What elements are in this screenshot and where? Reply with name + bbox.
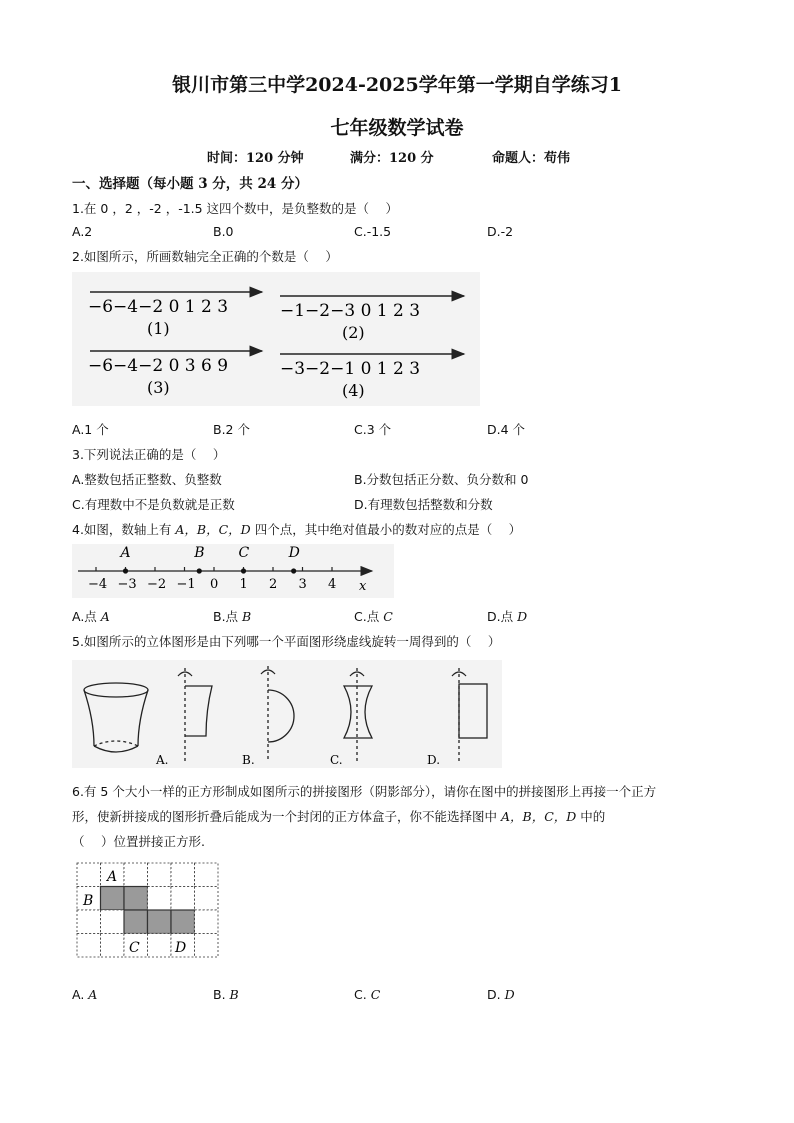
q6-option-d: D. D <box>487 987 515 1002</box>
q6-line1: 6.有 5 个大小一样的正方形制成如图所示的拼接图形（阴影部分），请你在图中的拼接图形上再接一个正方 <box>72 784 657 799</box>
q1-option-b: B.0 <box>213 224 234 239</box>
exam-score: 满分：120 分 <box>350 151 434 166</box>
axis-4-labels: −3−2−1 0 1 2 3 <box>280 359 421 379</box>
grid-cell-shaded <box>101 887 125 911</box>
q5-shapes <box>72 660 502 768</box>
q4-option-c: C.点 C <box>354 609 393 624</box>
axis-2-labels: −1−2−3 0 1 2 3 <box>280 301 421 321</box>
q2-stem: 2.如图所示，所画数轴完全正确的个数是（ ） <box>72 249 338 264</box>
q5-label-a: A. <box>156 753 169 767</box>
exam-title: 银川市第三中学2024-2025学年第一学期自学练习1 <box>172 74 622 96</box>
q2-option-a: A.1 个 <box>72 422 109 437</box>
q6-grid-label-b: B <box>83 893 94 909</box>
q3-option-d: D.有理数包括整数和分数 <box>354 497 493 512</box>
q4-point-label-a: A <box>120 545 131 561</box>
exam-author: 命题人：苟伟 <box>492 151 571 166</box>
grid-cell <box>124 863 148 887</box>
q4-tick-label: 0 <box>210 577 219 592</box>
q6-option-b: B. B <box>213 987 239 1002</box>
q4-points: A，B，C，D <box>175 522 251 537</box>
solid-cup <box>84 683 148 752</box>
q4-stem-pre: 4.如图，数轴上有 <box>72 522 176 537</box>
q5-label-b: B. <box>242 753 255 767</box>
grid-cell <box>77 934 101 958</box>
q4-tick-label: −3 <box>117 577 137 592</box>
q4-option-d: D.点 D <box>487 609 528 624</box>
axis-3-labels: −6−4−2 0 3 6 9 <box>88 356 229 376</box>
q4-point-label-d: D <box>288 545 300 561</box>
q4-point-label-c: C <box>238 545 250 561</box>
q6-grid-label-d: D <box>175 940 187 956</box>
q1-option-a: A.2 <box>72 224 93 239</box>
exam-time: 时间：120 分钟 <box>207 151 304 166</box>
q4-tick-label: 3 <box>298 577 307 592</box>
q4-axis-var: x <box>359 579 367 594</box>
option-a-shape <box>178 668 212 762</box>
q4-point-d <box>291 568 296 573</box>
grid-cell-shaded <box>171 910 195 934</box>
axis-1-caption: (1) <box>147 319 170 338</box>
q6-figure <box>76 862 222 964</box>
grid-cell <box>101 910 125 934</box>
grid-cell <box>171 887 195 911</box>
grid-cell <box>195 910 219 934</box>
q6-option-c: C. C <box>354 987 381 1002</box>
q5-label-d: D. <box>427 753 441 767</box>
q5-stem: 5.如图所示的立体图形是由下列哪一个平面图形绕虚线旋转一周得到的（ ） <box>72 634 501 649</box>
q6-line3: （ ）位置拼接正方形. <box>72 834 205 849</box>
option-b-shape <box>261 666 294 762</box>
q2-number-lines <box>72 272 480 406</box>
axis-4 <box>280 354 464 400</box>
grid-cell-shaded <box>124 910 148 934</box>
axis-4-caption: (4) <box>342 381 365 400</box>
q4-option-a: A.点 A <box>72 609 110 624</box>
q3-stem: 3.下列说法正确的是（ ） <box>72 447 226 462</box>
grid-cell <box>195 863 219 887</box>
grid-cell <box>101 934 125 958</box>
q6-grid-label-c: C <box>129 940 140 956</box>
q2-option-c: C.3 个 <box>354 422 392 437</box>
q1-option-d: D.-2 <box>487 224 514 239</box>
grid-cell <box>195 887 219 911</box>
axis-2-caption: (2) <box>342 323 365 342</box>
q4-tick-label: −4 <box>88 577 108 592</box>
q4-tick-label: −2 <box>147 577 167 592</box>
q5-label-c: C. <box>330 753 343 767</box>
section-heading: 一、选择题（每小题 3 分，共 24 分） <box>72 176 308 192</box>
q2-option-d: D.4 个 <box>487 422 526 437</box>
q3-option-c: C.有理数中不是负数就是正数 <box>72 497 235 512</box>
grid-cell-shaded <box>124 887 148 911</box>
q6-option-a: A. A <box>72 987 98 1002</box>
grid-cell <box>195 934 219 958</box>
q5-figure <box>72 660 502 768</box>
q4-point-c <box>241 568 246 573</box>
grid-cell <box>171 863 195 887</box>
grid-cell <box>77 910 101 934</box>
grid-cell <box>148 863 172 887</box>
q4-number-line <box>72 544 394 598</box>
q4-tick-label: −1 <box>176 577 196 592</box>
axis-3-caption: (3) <box>147 378 170 397</box>
q4-figure <box>72 544 394 598</box>
q3-option-a: A.整数包括正整数、负整数 <box>72 472 222 487</box>
q6-grid-label-a: A <box>107 869 118 885</box>
q3-option-b: B.分数包括正分数、负分数和 0 <box>354 472 529 487</box>
q4-point-a <box>123 568 128 573</box>
exam-subtitle: 七年级数学试卷 <box>330 117 464 139</box>
grid-cell <box>148 887 172 911</box>
q4-option-b: B.点 B <box>213 609 252 624</box>
q4-point-label-b: B <box>194 545 205 561</box>
axis-1-labels: −6−4−2 0 1 2 3 <box>88 297 229 317</box>
q4-point-b <box>197 568 202 573</box>
q1-option-c: C.-1.5 <box>354 224 392 239</box>
axis-3 <box>88 351 262 397</box>
q2-figure <box>72 272 480 406</box>
q1-stem: 1.在 0 ，2 ，-2 ，-1.5 这四个数中，是负整数的是（ ） <box>72 201 399 216</box>
q4-stem <box>72 520 521 538</box>
grid-cell <box>77 863 101 887</box>
q4-tick-label: 4 <box>328 577 337 592</box>
option-c-shape <box>344 668 372 762</box>
axis-2 <box>280 296 464 342</box>
grid-cell-shaded <box>148 910 172 934</box>
axis-1 <box>88 292 262 338</box>
q4-stem-post: 四个点，其中绝对值最小的数对应的点是（ ） <box>250 522 522 537</box>
q4-tick-label: 2 <box>269 577 278 592</box>
q2-option-b: B.2 个 <box>213 422 250 437</box>
q4-tick-label: 1 <box>239 577 248 592</box>
q6-grid <box>76 862 222 964</box>
option-d-shape <box>452 668 487 762</box>
grid-cell <box>148 934 172 958</box>
q6-line2: 形，使新拼接成的图形折叠后能成为一个封闭的正方体盒子，你不能选择图中 A，B，C，D 中的 <box>72 809 606 824</box>
